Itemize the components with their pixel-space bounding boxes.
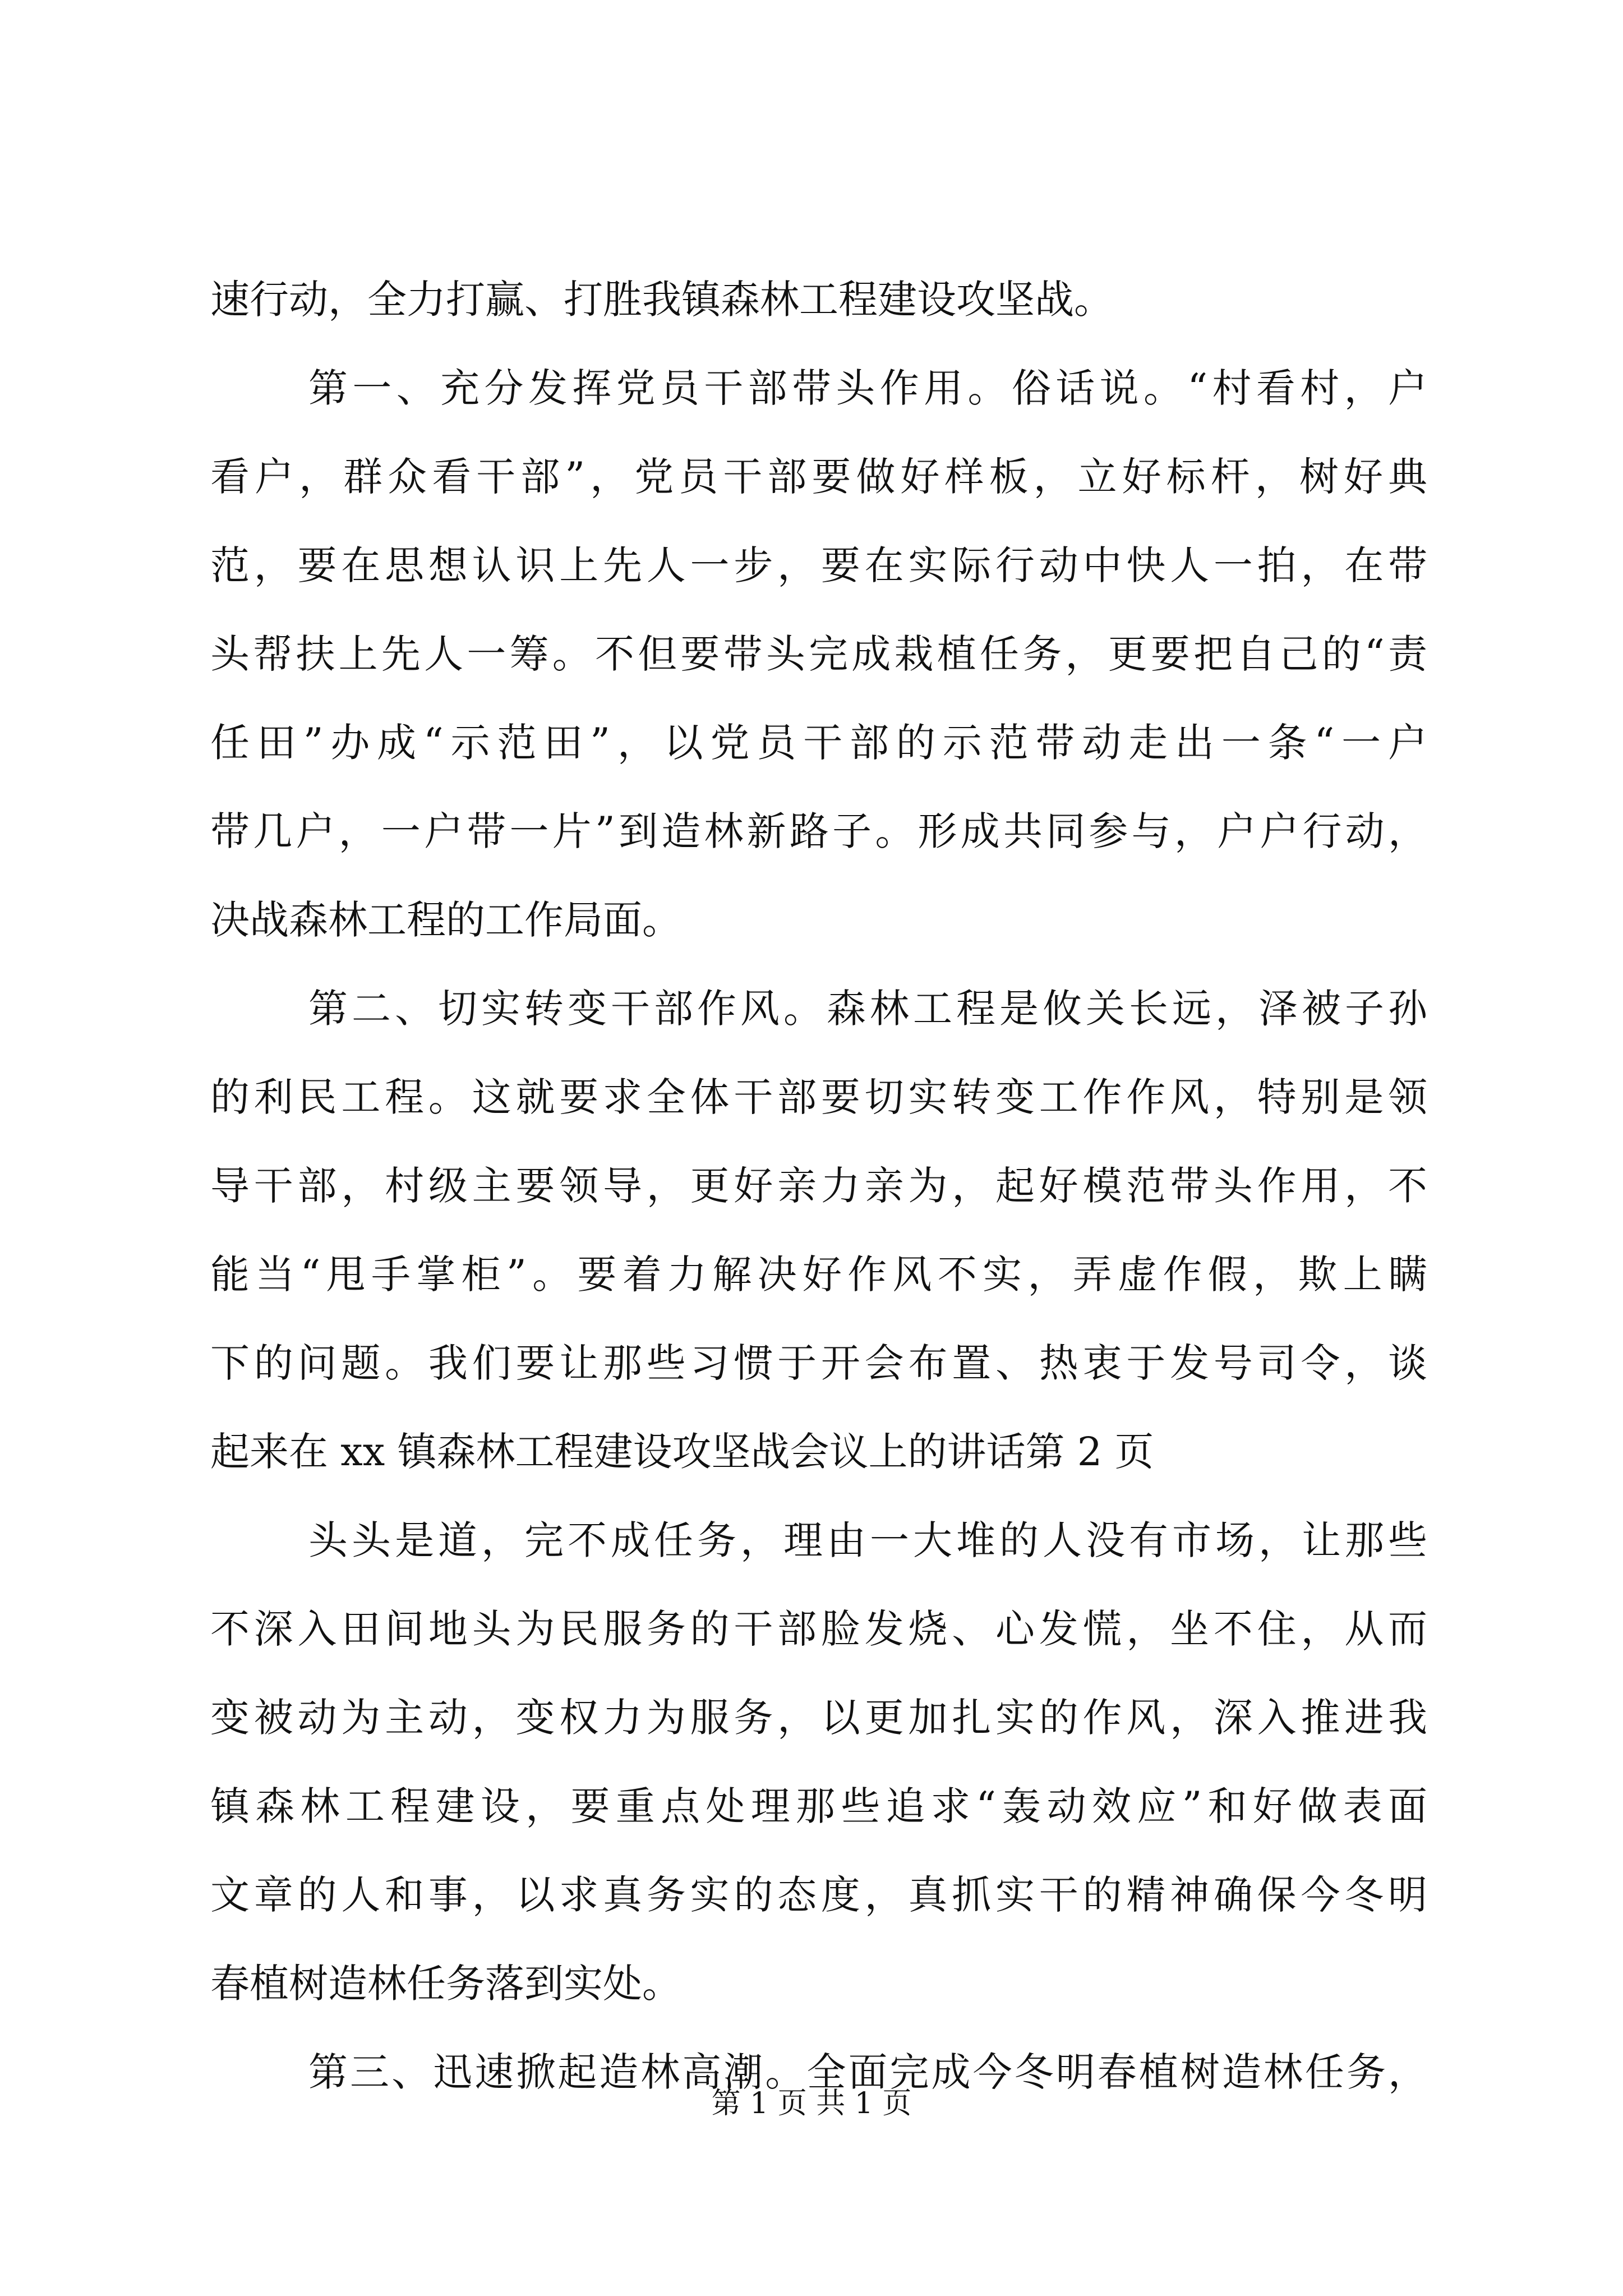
text-line: 任田”办成“示范田”，以党员干部的示范带动走出一条“一户 — [210, 720, 1427, 766]
text-line: 第一、充分发挥党员干部带头作用。俗话说。“村看村，户 — [308, 365, 1427, 411]
text-line: 速行动，全力打赢、打胜我镇森林工程建设攻坚战。 — [210, 277, 1113, 323]
page-footer: 第 1 页 共 1 页 — [711, 2087, 912, 2120]
text-line: 导干部，村级主要领导，更好亲力亲为，起好模范带头作用，不 — [210, 1163, 1427, 1209]
text-line: 范，要在思想认识上先人一步，要在实际行动中快人一拍，在带 — [210, 542, 1427, 588]
text-line: 带几户，一户带一片”到造林新路子。形成共同参与，户户行动， — [210, 808, 1427, 854]
text-line: 不深入田间地头为民服务的干部脸发烧、心发慌，坐不住，从而 — [210, 1606, 1427, 1652]
text-line: 变被动为主动，变权力为服务，以更加扎实的作风，深入推进我 — [210, 1695, 1427, 1741]
text-line: 决战森林工程的工作局面。 — [210, 897, 681, 943]
text-line: 第三、迅速掀起造林高潮。全面完成今冬明春植树造林任务， — [308, 2049, 1427, 2095]
text-line: 看户，群众看干部”，党员干部要做好样板，立好标杆，树好典 — [210, 454, 1427, 500]
text-line: 下的问题。我们要让那些习惯于开会布置、热衷于发号司令，谈 — [210, 1340, 1427, 1386]
text-line: 镇森林工程建设，要重点处理那些追求“轰动效应”和好做表面 — [210, 1783, 1427, 1829]
text-line: 文章的人和事，以求真务实的态度，真抓实干的精神确保今冬明 — [210, 1872, 1427, 1918]
text-line: 能当“甩手掌柜”。要着力解决好作风不实，弄虚作假，欺上瞒 — [210, 1251, 1427, 1297]
text-line: 头头是道，完不成任务，理由一大堆的人没有市场，让那些 — [308, 1517, 1427, 1563]
text-line: 起来在 xx 镇森林工程建设攻坚战会议上的讲话第 2 页 — [210, 1429, 1154, 1475]
body-text — [210, 255, 1427, 2116]
text-line: 头帮扶上先人一筹。不但要带头完成栽植任务，更要把自己的“责 — [210, 631, 1427, 677]
text-line: 第二、切实转变干部作风。森林工程是攸关长远，泽被子孙 — [308, 986, 1427, 1032]
text-line: 的利民工程。这就要求全体干部要切实转变工作作风，特别是领 — [210, 1074, 1427, 1120]
text-line: 春植树造林任务落到实处。 — [210, 1961, 681, 2007]
